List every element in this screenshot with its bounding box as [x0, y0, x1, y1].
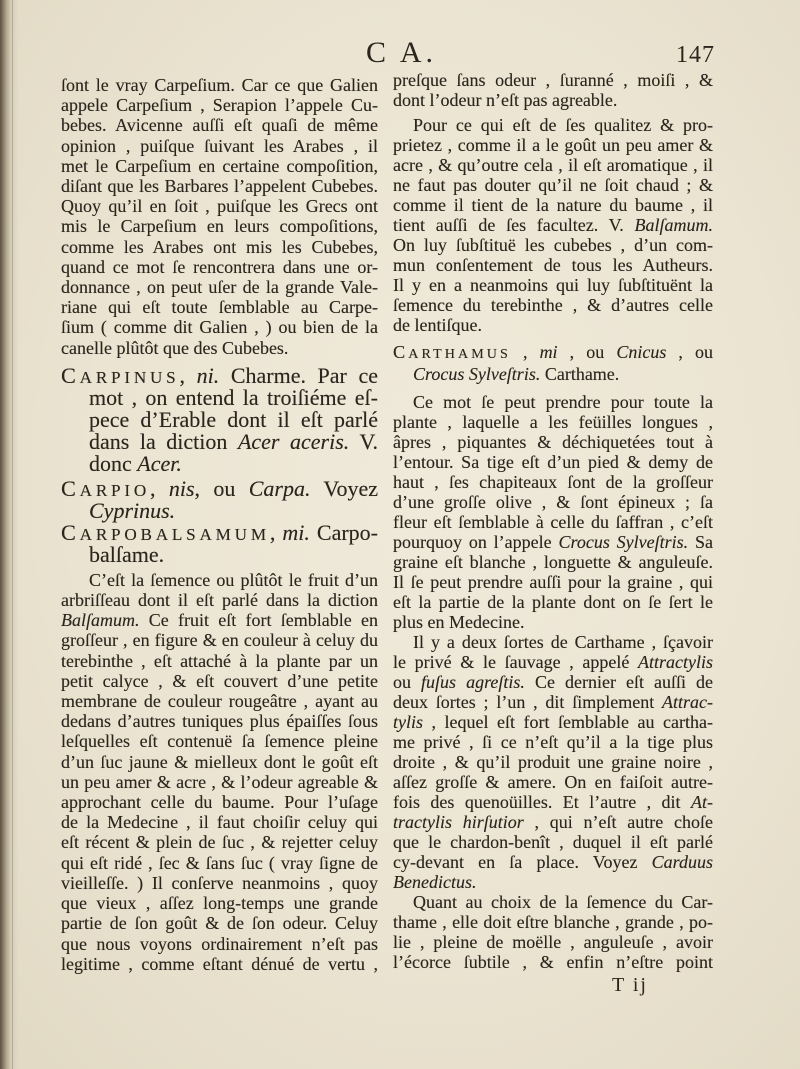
italic-text: Benedictus. — [393, 872, 477, 892]
text-line — [393, 155, 713, 175]
text-run: Voyez — [310, 475, 379, 501]
text-line — [61, 216, 378, 236]
text-line — [393, 275, 713, 295]
text-run: pourquoy on l’appele — [393, 532, 559, 552]
text-run: leſquelles eſt contenuë ſa ſemence pleine — [61, 731, 378, 752]
text-run: que vieux , aſſez long-temps une grande — [61, 893, 378, 914]
text-run: âpres , piquantes & déchiquetées tout à — [393, 432, 713, 452]
text-line — [393, 90, 713, 110]
text-run: le privé & le ſauvage , appelé — [393, 652, 638, 672]
text-run: fois des quenoüilles. Et l’autre , dit — [393, 792, 691, 812]
text-run: balſame. — [89, 541, 165, 567]
text-line — [393, 892, 713, 912]
text-line — [61, 156, 378, 176]
text-line — [393, 792, 713, 812]
text-run: preſque ſans odeur , ſuranné , moiſi , & — [393, 70, 713, 90]
text-line — [61, 406, 378, 432]
text-line — [61, 752, 378, 772]
text-line — [61, 913, 378, 933]
text-line — [61, 297, 378, 317]
italic-text: Crocus Sylveſtris. — [413, 364, 541, 384]
text-line — [61, 691, 378, 711]
text-run: Carpo- — [309, 519, 378, 545]
text-run: Ce fruit eſt fort ſemblable en — [139, 610, 378, 631]
text-run: donnance , on peut uſer de la grande Vale- — [61, 277, 378, 298]
text-line — [393, 195, 713, 215]
paragraph — [61, 75, 378, 358]
text-line — [393, 532, 713, 552]
text-run: Pour ce qui eſt de ſes qualitez & pro- — [413, 115, 713, 135]
text-line — [61, 731, 378, 751]
text-run: donc — [89, 450, 138, 476]
italic-text: Cyprinus. — [89, 497, 176, 523]
text-line — [393, 392, 713, 412]
text-line — [61, 541, 378, 567]
text-run: qui eſt ridé , ſec & ſans ſuc ( vray ſigne de — [61, 852, 378, 873]
text-run: Sa — [688, 532, 713, 552]
left-column — [61, 75, 378, 974]
text-run: plus en Medecine. — [393, 612, 525, 632]
text-line — [393, 315, 713, 335]
italic-text: mi — [539, 342, 558, 362]
text-run: thame , elle doit eſtre blanche , grande , po- — [393, 912, 713, 932]
text-line — [393, 752, 713, 772]
text-run: aſſez groſſe & amere. On en faiſoit autre- — [393, 772, 713, 792]
text-run: , ou — [666, 342, 714, 362]
running-head: C A. — [366, 36, 438, 69]
text-run: ou — [393, 672, 422, 692]
text-line — [393, 632, 713, 652]
text-run: de la Medecine , il faut choiſir celuy qui — [61, 812, 378, 833]
text-run: tient auſſi de ſes facultez. V. — [393, 215, 635, 235]
text-line — [61, 475, 379, 501]
headword: CARPINUS — [61, 362, 180, 388]
paragraph — [393, 70, 713, 110]
text-run: ſemence du terebinthe , & d’autres celle — [393, 295, 713, 315]
italic-text: Attrac- — [662, 692, 713, 712]
text-line — [393, 135, 713, 155]
text-run: comme les Arabes ont mis les Cubebes, — [61, 236, 378, 257]
text-line — [61, 317, 378, 337]
text-line — [61, 570, 378, 590]
text-line — [61, 792, 378, 812]
text-line — [393, 812, 713, 832]
text-line — [61, 115, 378, 135]
text-run: eſt récent & plein de ſuc , & rejetter celuy — [61, 832, 378, 853]
text-line — [61, 277, 378, 297]
text-run: ſont le vray Carpeſium. Car ce que Galien — [61, 75, 378, 95]
text-run: , — [269, 519, 283, 545]
italic-text: Acer aceris. — [237, 428, 350, 454]
text-run: d’une groſſe olive , & ſont épineux ; ſa — [393, 492, 713, 512]
text-run: un peu amer & acre , & l’odeur agreable & — [61, 771, 378, 792]
page-number: 147 — [676, 42, 715, 68]
text-run: Carthame. — [540, 364, 620, 384]
text-line — [393, 70, 713, 90]
text-line — [393, 412, 713, 432]
text-run: acre , & qu’outre cela , il eſt aromatique , il — [393, 155, 713, 175]
text-run: cy-devant en ſa place. Voyez — [393, 852, 652, 872]
text-run: quand ce mot ſe rencontrera dans une or- — [61, 256, 378, 277]
text-run: Quant au choix de la ſemence du Car- — [413, 892, 713, 912]
text-line — [61, 610, 378, 630]
text-run: haut , ſes chapiteaux ſont de la groſſeur — [393, 472, 713, 492]
text-line — [61, 711, 378, 731]
text-line — [393, 492, 713, 512]
text-run: arbriſſeau dont il eſt parlé dans la diction — [61, 590, 378, 611]
text-run: comme il tient de la nature du baume , il — [393, 195, 713, 215]
text-run: , lequel eſt fort ſemblable au cartha- — [423, 712, 713, 732]
text-line — [61, 257, 378, 277]
text-line — [61, 384, 378, 410]
text-line — [61, 873, 378, 893]
text-run: riane qui eſt toute ſemblable au Carpe- — [61, 297, 378, 318]
text-line — [393, 115, 713, 135]
italic-text: Balſamum. — [61, 610, 140, 631]
text-run: legitime , comme eſtant dénué de vertu , — [61, 953, 378, 974]
text-run: bebes. Avicenne auſſi eſt quaſi de même — [61, 115, 378, 136]
text-line — [393, 235, 713, 255]
text-line — [61, 428, 378, 454]
text-run: graine eſt blanche , longuette & anguleuſe. — [393, 552, 713, 572]
text-run: dans la diction — [89, 428, 238, 454]
text-run: ſium ( comme dit Galien , ) ou bien de la — [61, 317, 378, 338]
text-line — [61, 237, 378, 257]
italic-text: nis — [168, 475, 195, 501]
text-run: Il y en a neanmoins qui luy ſubſtituënt la — [393, 275, 713, 295]
text-run: droite , & qu’il produit une graine noire , — [393, 752, 713, 772]
italic-text: Attractylis — [638, 652, 713, 672]
paragraph — [393, 632, 713, 892]
text-line — [393, 952, 713, 972]
italic-text: Carduus — [651, 852, 713, 872]
italic-text: tylis — [393, 712, 423, 732]
text-line — [61, 812, 378, 832]
text-run: de lentiſque. — [393, 315, 482, 335]
text-run: l’entour. Sa tige eſt d’un pied & demy de — [393, 452, 713, 472]
paragraph — [393, 892, 713, 972]
text-line — [61, 954, 378, 974]
text-run: mot , on entend la troiſiéme eſ- — [89, 384, 378, 410]
italic-text: tractylis hirſutior — [393, 812, 524, 832]
headword: CARPOBALSAMUM — [61, 519, 270, 545]
text-line — [393, 175, 713, 195]
text-run: dont l’odeur n’eſt pas agreable. — [393, 90, 618, 110]
text-run: met le Carpeſium en certaine compoſition, — [61, 155, 378, 176]
text-run: Ce mot ſe peut prendre pour toute la — [413, 392, 713, 412]
text-run: , — [179, 362, 197, 388]
italic-text: mi. — [282, 519, 310, 545]
headword: CARPIO — [61, 475, 151, 501]
text-line — [393, 432, 713, 452]
text-line — [61, 934, 378, 954]
text-run: On luy ſubſtituë les cubebes , d’un com- — [393, 235, 713, 255]
text-run: groſſeur , en figure & en couleur à celuy du — [61, 630, 378, 651]
text-run: approchant celle du baume. Pour l’uſage — [61, 792, 378, 813]
signature-mark: T ij — [612, 974, 648, 996]
dictionary-entry — [61, 519, 378, 567]
text-line — [61, 832, 378, 852]
italic-text: Cnicus — [616, 342, 667, 362]
text-line — [393, 215, 713, 235]
text-run: , — [150, 475, 169, 501]
italic-text: At- — [691, 792, 713, 812]
text-line — [393, 295, 713, 315]
italic-text: Crocus Sylveſtris. — [558, 532, 689, 552]
text-line — [61, 136, 378, 156]
text-run: dedans d’autres tuniques plus épaiſſes ſous — [61, 711, 378, 732]
text-run: membrane de couleur rougeâtre , ayant au — [61, 691, 378, 712]
text-run: lie , pleine de moëlle , anguleuſe , avoir — [393, 932, 713, 952]
text-run: , ou — [194, 475, 249, 501]
text-line — [393, 932, 713, 952]
text-line — [393, 592, 713, 612]
text-line — [61, 95, 378, 115]
text-run: C’eſt la ſemence ou plûtôt le fruit d’un — [89, 569, 378, 590]
text-run: V. — [349, 428, 378, 454]
italic-text: Balſamum. — [634, 215, 713, 235]
text-line — [61, 519, 378, 545]
italic-text: Carpa. — [248, 475, 311, 501]
text-line — [393, 692, 713, 712]
right-column — [393, 70, 713, 972]
text-run: Quoy qu’il en ſoit , puiſque les Grecs ont — [61, 196, 378, 217]
text-line — [393, 472, 713, 492]
text-run: mun conſentement de tous les Autheurs. — [393, 255, 713, 275]
text-run: d’un ſuc jaune & mielleux dont le goût eſt — [61, 751, 378, 772]
text-line — [393, 255, 713, 275]
text-line — [393, 852, 713, 872]
italic-text: Acer. — [137, 450, 182, 476]
text-run: que le chardon-benît , duquel il eſt parlé — [393, 832, 713, 852]
paragraph — [393, 392, 713, 632]
text-line — [61, 853, 378, 873]
text-line — [61, 362, 378, 388]
text-line — [393, 872, 713, 892]
text-run: deux ſortes ; l’un , dit ſimplement — [393, 692, 662, 712]
dictionary-entry — [61, 362, 378, 476]
text-line — [393, 612, 713, 632]
text-run: pece d’Erable dont il eſt parlé — [89, 406, 378, 432]
text-line — [393, 452, 713, 472]
text-line — [393, 772, 713, 792]
dictionary-entry — [61, 475, 379, 523]
paragraph — [393, 115, 713, 335]
text-line — [61, 671, 378, 691]
text-line — [393, 341, 713, 363]
text-run: eſt la partie de la plante dont on ſe ſert le — [393, 592, 713, 612]
italic-text: fuſus agreſtis. — [421, 672, 525, 692]
text-line — [61, 651, 378, 671]
text-run: opinion , puiſque ſuivant les Arabes , il — [61, 135, 378, 156]
text-run: , ou — [557, 342, 617, 362]
text-run: Charme. Par ce — [219, 362, 378, 388]
text-run: , — [510, 342, 540, 362]
text-run: canelle plûtôt que des Cubebes. — [61, 337, 289, 358]
text-line — [393, 672, 713, 692]
dictionary-entry — [393, 341, 713, 385]
text-run: diſant que les Barbares l’appelent Cubebes. — [61, 176, 378, 197]
text-line — [61, 196, 378, 216]
paragraph — [61, 570, 378, 974]
text-line — [61, 75, 378, 95]
text-run: l’écorce ſubtile , & enfin n’eſtre point — [393, 952, 713, 972]
text-line — [61, 338, 378, 358]
text-run: plante , laquelle a les feüilles longues , — [393, 412, 713, 432]
text-line — [393, 712, 713, 732]
text-line — [393, 832, 713, 852]
text-line — [393, 552, 713, 572]
text-line — [393, 652, 713, 672]
text-line — [61, 450, 378, 476]
text-line — [61, 630, 378, 650]
text-line — [61, 590, 378, 610]
text-line — [61, 893, 378, 913]
text-line — [393, 363, 713, 385]
text-run: Il y a deux ſortes de Carthame , ſçavoir — [413, 632, 713, 652]
text-line — [393, 732, 713, 752]
text-run: vieilleſſe. ) Il conſerve neanmoins , quoy — [61, 872, 378, 893]
text-line — [393, 512, 713, 532]
text-run: appele Carpeſium , Serapion l’appele Cu- — [61, 95, 378, 116]
text-run: mis le Carpeſium en leurs compoſitions, — [61, 216, 378, 237]
text-run: me privé , ſi ce n’eſt qu’il a la tige plus — [393, 732, 713, 752]
text-run: ne faut pas douter qu’il ne ſoit chaud ; & — [393, 175, 713, 195]
text-run: , qui n’eſt autre choſe — [523, 812, 713, 832]
text-run: Il ſe peut prendre auſſi pour la graine , qui — [393, 572, 713, 592]
text-run: partie de ſon goût & de ſon odeur. Celuy — [61, 913, 378, 934]
headword: CARTHAMUS — [393, 342, 511, 362]
text-run: terebinthe , eſt attaché à la plante par un — [61, 650, 378, 671]
text-run: prietez , comme il a le goût un peu amer & — [393, 135, 713, 155]
text-run: petit calyce , & eſt couvert d’une petite — [61, 670, 378, 691]
text-line — [61, 772, 378, 792]
text-run: fleur eſt ſemblable à celle du ſaffran , c’eſt — [393, 512, 713, 532]
text-line — [393, 912, 713, 932]
text-line — [61, 497, 378, 523]
text-run: Ce dernier eſt auſſi de — [524, 672, 713, 692]
gutter-shadow — [12, 0, 13, 1069]
italic-text: ni. — [196, 362, 220, 388]
text-line — [393, 572, 713, 592]
text-line — [61, 176, 378, 196]
text-run: que nous voyons ordinairement n’eſt pas — [61, 933, 378, 954]
